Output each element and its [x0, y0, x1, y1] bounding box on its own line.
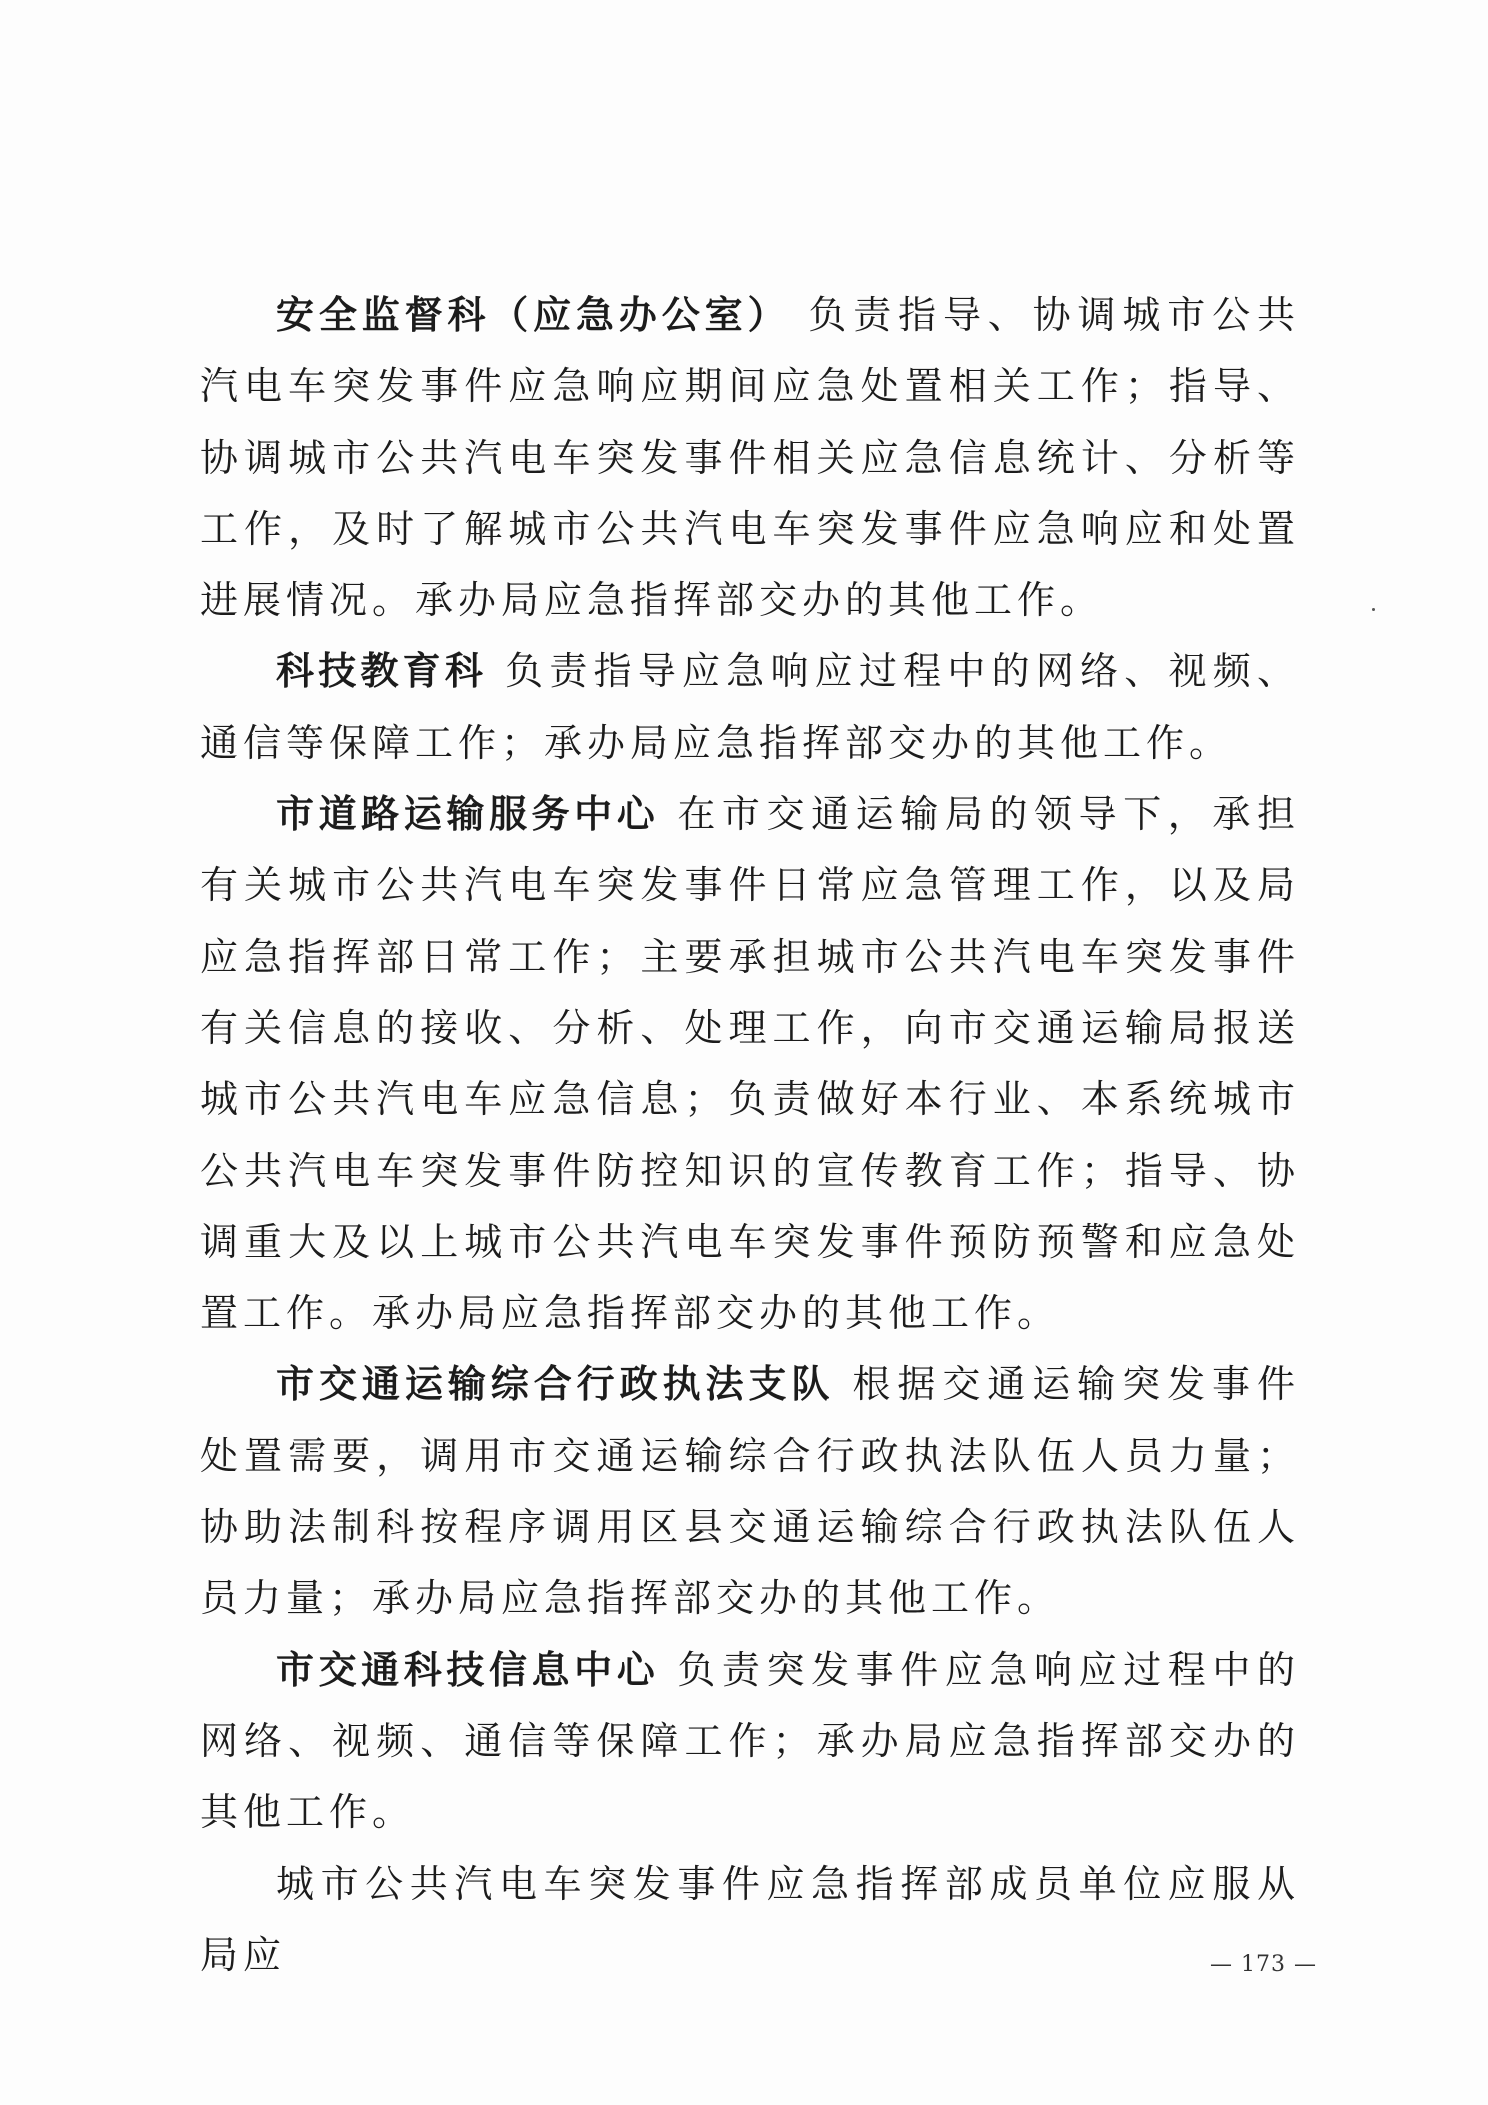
paragraph-info-center — [200, 1635, 1300, 1849]
paragraph-text: 根据交通运输突发事件处置需要，调用市交通运输综合行政执法队伍人员力量；协助法制科按程序调用区县交通运输综合行政执法队伍人员力量；承办局应急指挥部交办的其他工作。 — [200, 1362, 1300, 1621]
paragraph-safety-supervision — [200, 280, 1300, 636]
paragraph-tech-education — [200, 636, 1300, 779]
paragraph-heading: 市交通科技信息中心 — [276, 1647, 660, 1692]
paragraph-text: 城市公共汽电车突发事件应急指挥部成员单位应服从局应 — [200, 1861, 1300, 1977]
scan-speck — [1372, 608, 1375, 611]
paragraph-law-enforcement — [200, 1349, 1300, 1634]
paragraph-member-units — [200, 1849, 1300, 1992]
body-text — [200, 280, 1300, 1991]
paragraph-text: 负责指导、协调城市公共汽电车突发事件应急响应期间应急处置相关工作；指导、协调城市公共汽电车突发事件相关应急信息统计、分析等工作，及时了解城市公共汽电车突发事件应急响应和处置进展情况。承办局应急指挥部交办的其他工作。 — [200, 293, 1300, 623]
paragraph-heading: 安全监督科（应急办公室） — [276, 293, 791, 337]
paragraph-text: 负责突发事件应急响应过程中的网络、视频、通信等保障工作；承办局应急指挥部交办的其他工作。 — [200, 1647, 1300, 1835]
paragraph-heading: 市道路运输服务中心 — [276, 792, 660, 837]
paragraph-road-transport-center — [200, 779, 1300, 1349]
paragraph-heading: 科技教育科 — [276, 649, 488, 694]
paragraph-text: 在市交通运输局的领导下，承担有关城市公共汽电车突发事件日常应急管理工作，以及局应急指挥部日常工作；主要承担城市公共汽电车突发事件有关信息的接收、分析、处理工作，向市交通运输局报送城市公共汽电车应急信息；负责做好本行业、本系统城市公共汽电车突发事件防控知识的宣传教育工作；指导、协调重大及以上城市公共汽电车突发事件预防预警和应急处置工作。承办局应急指挥部交办的其他工作。 — [200, 792, 1300, 1336]
page-number: — 173 — — [1210, 1952, 1317, 1977]
paragraph-heading: 市交通运输综合行政执法支队 — [276, 1362, 835, 1407]
paragraph-text: 负责指导应急响应过程中的网络、视频、通信等保障工作；承办局应急指挥部交办的其他工作。 — [200, 649, 1300, 765]
